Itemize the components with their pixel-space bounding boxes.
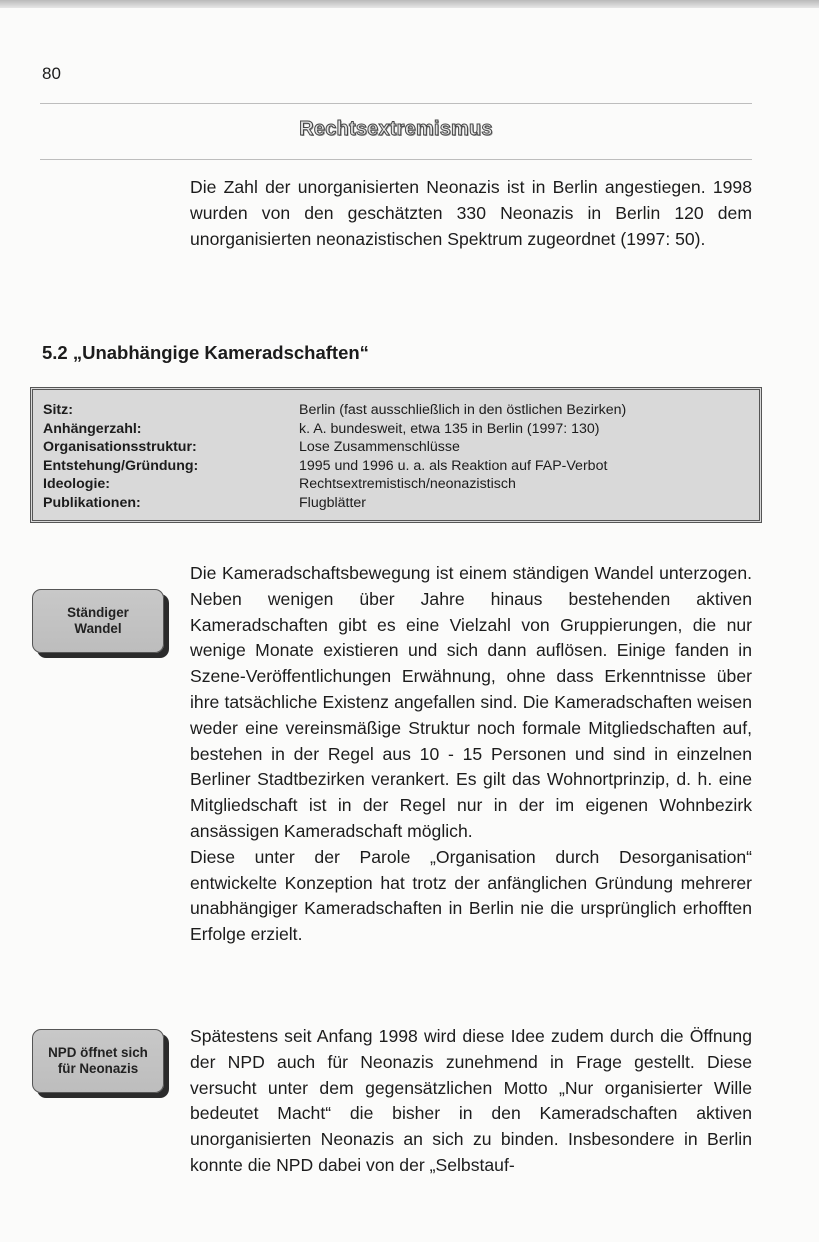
paragraph-text: Die Kameradschaftsbewegung ist einem ständigen Wandel unterzogen. Neben wenigen über Jahre hinaus bestehenden aktiven Kameradschaften gibt es eine Vielzahl von Gruppierungen, die nur wenige Monate existieren und sich dann auflösen. Einige fanden in Szene-Veröffentlichungen Erwähnung, ohne dass Erkenntnisse über ihre tatsächliche Existenz angefallen sind. Die Kameradschaften weisen weder eine vereinsmäßige Struktur noch formale Mitgliedschaften auf, bestehen in der Regel aus 10 - 15 Personen und sind in einzelnen Berliner Stadtbezirken verankert. Es gilt das Wohnortprinzip, d. h. eine Mitgliedschaft ist in der Regel nur in der im eigenen Wohnbezirk ansässigen Kameradschaft möglich. — [190, 563, 752, 841]
page-number: 80 — [42, 64, 61, 83]
fact-value: Berlin (fast ausschließlich in den östlichen Bezirken) — [299, 402, 627, 418]
fact-row — [43, 438, 749, 457]
fact-value: Flugblätter — [299, 494, 367, 511]
fact-row — [43, 401, 749, 420]
fact-row — [43, 475, 749, 494]
section-heading: 5.2 „Unabhängige Kameradschaften“ — [42, 342, 369, 363]
running-head: Rechtsextremismus — [299, 118, 493, 140]
fact-label: Anhängerzahl: — [43, 420, 142, 437]
paragraph-text: Spätestens seit Anfang 1998 wird diese Idee zudem durch die Öffnung der NPD auch für Neonazis zunehmend in Frage gestellt. Diese versucht unter dem gegensätzlichen Motto „Nur organisierter Wille bedeutet Macht“ die bisher in den Kameradschaften aktiven unorganisierten Neonazis an sich zu binden. Insbesondere in Berlin konnte die NPD dabei von der „Selbstauf- — [190, 1026, 752, 1175]
margin-note-npd-oeffnet-sich: NPD öffnet sich für Neonazis — [32, 1029, 164, 1093]
header-rule-bottom — [40, 159, 752, 160]
fact-row — [43, 494, 749, 513]
intro-paragraph — [190, 175, 752, 252]
paragraph-text: Diese unter der Parole „Organisation durch Desorganisation“ entwickelte Konzeption hat trotz der anfänglichen Gründung mehrerer unabhängiger Kameradschaften in Berlin nie die ursprünglich erhofften Erfolge erzielt. — [190, 846, 752, 945]
fact-value: Rechtsextremistisch/neonazistisch — [299, 476, 516, 493]
facts-box — [30, 387, 762, 523]
fact-value: 1995 und 1996 u. a. als Reaktion auf FAP-Verbot — [299, 457, 608, 474]
body-paragraph-1 — [190, 561, 752, 948]
fact-label: Ideologie: — [43, 476, 110, 493]
intro-text: Die Zahl der unorganisierten Neonazis ist in Berlin angestiegen. 1998 wurden von den geschätzten 330 Neonazis in Berlin 120 dem unorganisierten neonazistischen Spektrum zugeordnet (1997: 50). — [190, 177, 752, 249]
fact-row — [43, 420, 749, 439]
fact-row — [43, 457, 749, 476]
fact-label: Organisationsstruktur: — [43, 439, 197, 456]
fact-label: Entstehung/Gründung: — [43, 457, 199, 474]
fact-label: Publikationen: — [43, 494, 141, 511]
body-paragraph-3 — [190, 1024, 752, 1179]
scan-top-edge — [0, 0, 819, 8]
fact-value: Lose Zusammenschlüsse — [299, 439, 460, 456]
fact-label: Sitz: — [43, 402, 73, 418]
margin-note-staendiger-wandel: Ständiger Wandel — [32, 589, 164, 653]
fact-value: k. A. bundesweit, etwa 135 in Berlin (1997: 130) — [299, 420, 600, 437]
header-rule-top — [40, 103, 752, 104]
